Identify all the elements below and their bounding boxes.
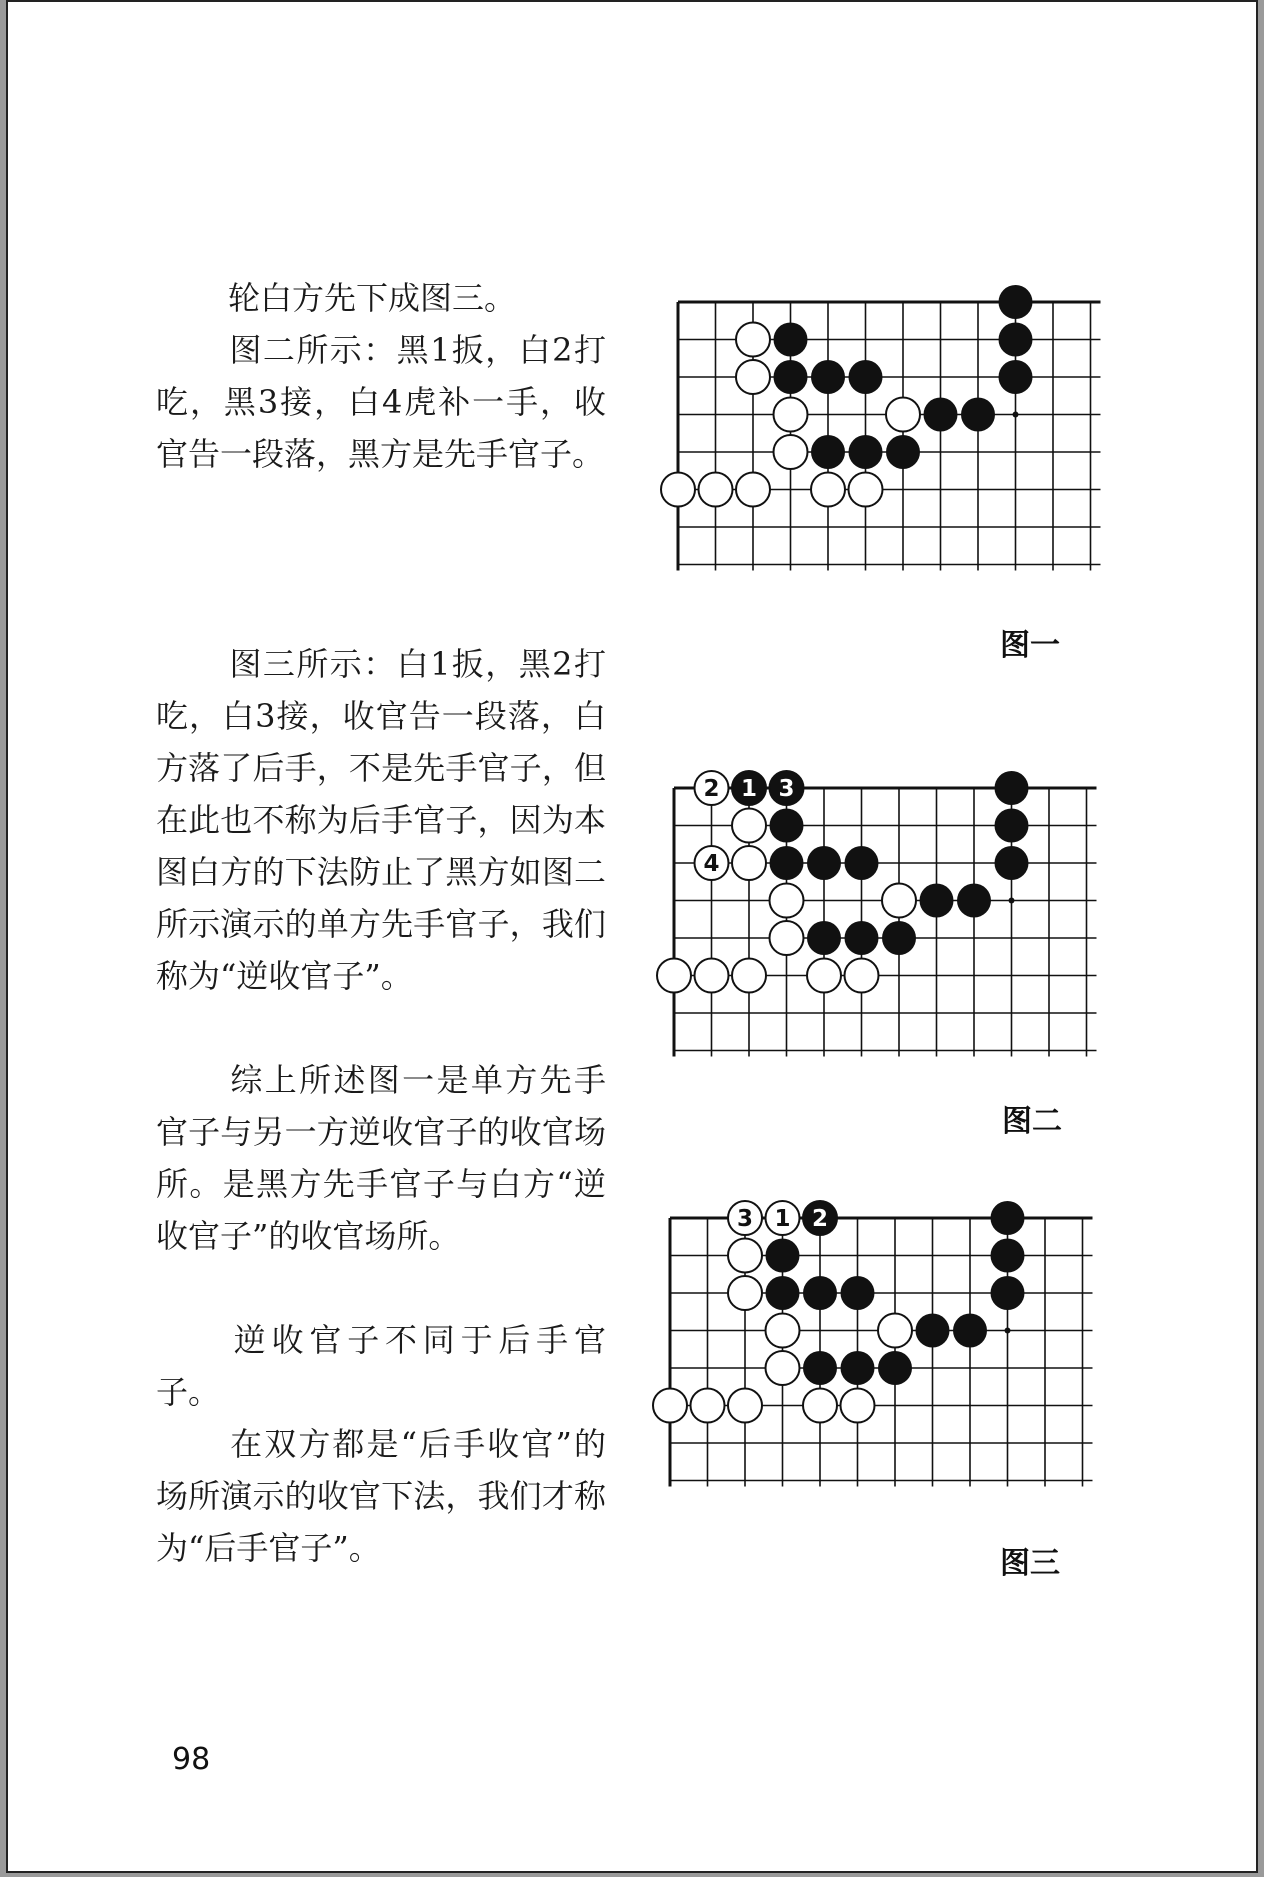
black-stone — [774, 360, 808, 394]
move-number-label: 4 — [703, 851, 720, 877]
black-stone — [770, 846, 804, 880]
move-number-label: 2 — [811, 1206, 829, 1232]
black-stone — [916, 1314, 950, 1348]
black-stone — [803, 1351, 837, 1385]
black-stone — [849, 435, 883, 469]
white-stone — [774, 398, 808, 432]
figure-1-caption: 图一 — [1000, 628, 1060, 663]
star-point — [1005, 1328, 1011, 1334]
black-stone — [807, 921, 841, 955]
black-stone — [807, 846, 841, 880]
paragraph-4: 综上所述图一是单方先手官子与另一方逆收官子的收官场所。是黑方先手官子与白方“逆收官子”的收官场所。 — [156, 1061, 606, 1255]
white-stone — [736, 360, 770, 394]
black-stone — [886, 435, 920, 469]
black-stone — [882, 921, 916, 955]
go-board-figure-3 — [660, 1208, 1120, 1508]
white-stone — [845, 959, 879, 993]
black-stone — [849, 360, 883, 394]
move-number-label: 1 — [774, 1206, 791, 1232]
white-stone — [732, 846, 766, 880]
figure-2-caption: 图二 — [1002, 1104, 1062, 1139]
white-stone — [770, 884, 804, 918]
black-stone — [999, 360, 1033, 394]
white-stone — [849, 473, 883, 507]
black-stone — [841, 1351, 875, 1385]
white-stone — [661, 473, 695, 507]
white-stone — [699, 473, 733, 507]
black-stone — [811, 360, 845, 394]
move-number-label: 3 — [778, 776, 795, 802]
white-stone — [766, 1314, 800, 1348]
white-stone — [695, 959, 729, 993]
paragraph-6: 在双方都是“后手收官”的场所演示的收官下法，我们才称为“后手官子”。 — [156, 1425, 606, 1567]
white-stone — [653, 1389, 687, 1423]
page-number: 98 — [172, 1742, 211, 1777]
black-stone — [924, 398, 958, 432]
book-page — [6, 0, 1258, 1873]
white-stone — [728, 1239, 762, 1273]
star-point — [1009, 898, 1015, 904]
black-stone — [811, 435, 845, 469]
black-stone — [995, 846, 1029, 880]
white-stone — [732, 809, 766, 843]
black-stone — [995, 771, 1029, 805]
black-stone — [957, 884, 991, 918]
black-stone — [991, 1239, 1025, 1273]
move-number-label: 3 — [736, 1206, 754, 1232]
white-stone — [736, 473, 770, 507]
white-stone — [770, 921, 804, 955]
black-stone — [766, 1276, 800, 1310]
black-stone — [920, 884, 954, 918]
white-stone — [766, 1351, 800, 1385]
black-stone — [999, 323, 1033, 357]
white-stone — [657, 959, 691, 993]
white-stone — [774, 435, 808, 469]
white-stone — [691, 1389, 725, 1423]
black-stone — [766, 1239, 800, 1273]
black-stone — [845, 921, 879, 955]
white-stone — [732, 959, 766, 993]
white-stone — [882, 884, 916, 918]
white-stone — [803, 1389, 837, 1423]
black-stone — [991, 1201, 1025, 1235]
white-stone — [811, 473, 845, 507]
figure-3-caption: 图三 — [1000, 1546, 1060, 1581]
black-stone — [803, 1276, 837, 1310]
black-stone — [845, 846, 879, 880]
white-stone — [728, 1389, 762, 1423]
black-stone — [953, 1314, 987, 1348]
white-stone — [728, 1276, 762, 1310]
paragraph-1: 轮白方先下成图三。 — [228, 279, 517, 317]
move-number-label: 2 — [703, 776, 720, 802]
white-stone — [886, 398, 920, 432]
black-stone — [999, 285, 1033, 319]
white-stone — [736, 323, 770, 357]
go-board-figure-2 — [664, 778, 1124, 1078]
black-stone — [961, 398, 995, 432]
black-stone — [770, 809, 804, 843]
black-stone — [878, 1351, 912, 1385]
black-stone — [774, 323, 808, 357]
go-board-figure-1 — [668, 292, 1128, 592]
paragraph-3: 图三所示：白1扳，黑2打吃，白3接，收官告一段落，白方落了后手，不是先手官子，但在此也不称为后手官子，因为本图白方的下法防止了黑方如图二所示演示的单方先手官子，我们称为“逆收官子”。 — [156, 645, 606, 995]
white-stone — [878, 1314, 912, 1348]
move-number-label: 1 — [740, 776, 758, 802]
star-point — [1013, 412, 1019, 418]
black-stone — [995, 809, 1029, 843]
black-stone — [991, 1276, 1025, 1310]
white-stone — [841, 1389, 875, 1423]
black-stone — [841, 1276, 875, 1310]
paragraph-2: 图二所示：黑1扳，白2打吃，黑3接，白4虎补一手，收官告一段落，黑方是先手官子。 — [156, 331, 606, 473]
paragraph-5: 逆收官子不同于后手官子。 — [156, 1321, 606, 1411]
white-stone — [807, 959, 841, 993]
